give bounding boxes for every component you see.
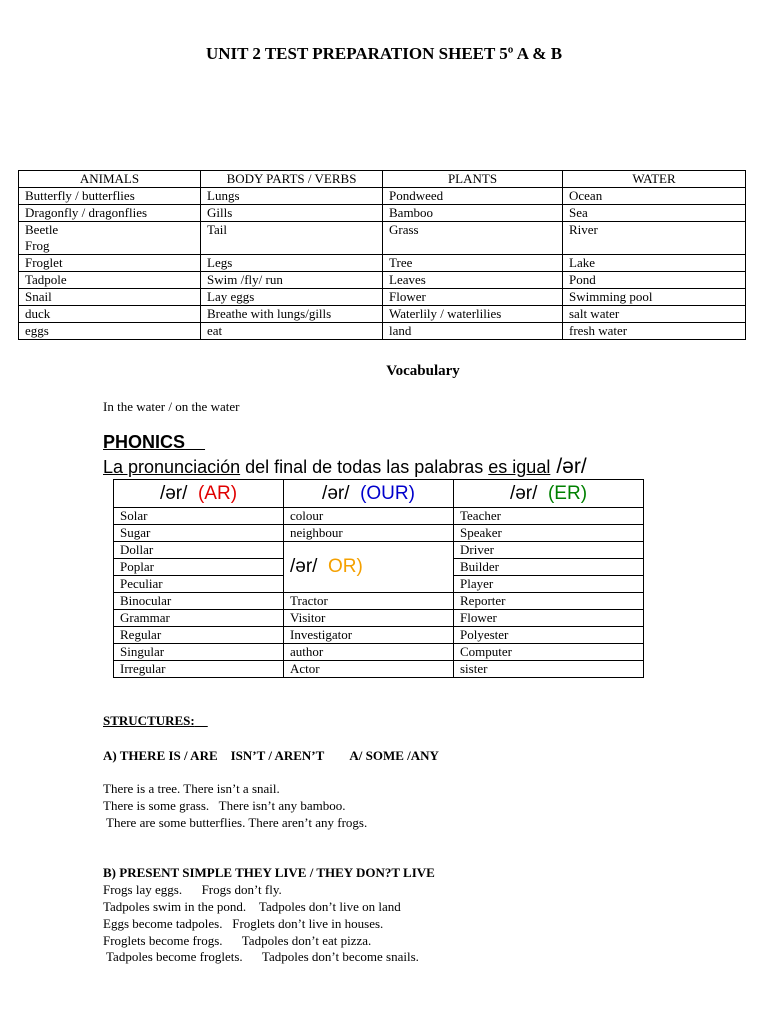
table-row	[19, 222, 746, 255]
er-label: (ER)	[547, 483, 588, 504]
ar-word-cell: Regular	[114, 627, 284, 644]
table-row	[19, 323, 746, 340]
vocab-cell: salt water	[563, 306, 746, 323]
ar-label: (AR)	[197, 483, 238, 504]
er-word-cell: sister	[454, 661, 644, 678]
er-word-cell: Driver	[454, 542, 644, 559]
section-a-line: There is some grass. There isn’t any bamboo.	[103, 798, 346, 813]
table-row	[19, 188, 746, 205]
table-row	[19, 306, 746, 323]
section-b-line: Eggs become tadpoles. Froglets don’t live in houses.	[103, 916, 384, 931]
section-b-line: Tadpoles swim in the pond. Tadpoles don’t live on land	[103, 899, 401, 914]
or-label-cell	[284, 542, 454, 593]
phonics-table	[113, 479, 644, 678]
structures-title	[103, 713, 208, 729]
vocab-cell: Swimming pool	[563, 289, 746, 306]
table-row	[114, 525, 644, 542]
ar-word-cell: Poplar	[114, 559, 284, 576]
section-b-line: Tadpoles become froglets. Tadpoles don’t become snails.	[103, 949, 419, 964]
table-row	[114, 508, 644, 525]
or-word-cell: Tractor	[284, 593, 454, 610]
table-row	[19, 289, 746, 306]
vocab-cell: Gills	[201, 205, 383, 222]
vocab-cell: fresh water	[563, 323, 746, 340]
vocab-cell: Swim /fly/ run	[201, 272, 383, 289]
vocab-cell: Butterfly / butterflies	[19, 188, 201, 205]
vocab-cell: eggs	[19, 323, 201, 340]
er-word-cell: Reporter	[454, 593, 644, 610]
table-row	[19, 205, 746, 222]
er-word-cell: Teacher	[454, 508, 644, 525]
table-row	[114, 610, 644, 627]
ar-word-cell: Grammar	[114, 610, 284, 627]
vocab-cell: Lay eggs	[201, 289, 383, 306]
vocab-cell: Tadpole	[19, 272, 201, 289]
table-row	[114, 661, 644, 678]
ar-word-cell: Singular	[114, 644, 284, 661]
vocab-column-header: PLANTS	[383, 171, 563, 188]
vocab-cell: Beetle Frog	[19, 222, 201, 255]
structures-title-text: STRUCTURES:	[103, 713, 195, 728]
vocabulary-heading: Vocabulary	[386, 363, 460, 379]
vocabulary-table-header	[19, 171, 746, 188]
or-ipa: /ər/	[290, 556, 318, 577]
vocab-cell: Breathe with lungs/gills	[201, 306, 383, 323]
our-word-cell: neighbour	[284, 525, 454, 542]
vocab-cell: Dragonfly / dragonflies	[19, 205, 201, 222]
table-row	[19, 272, 746, 289]
vocabulary-table	[18, 170, 746, 340]
or-word-cell: Actor	[284, 661, 454, 678]
ar-ipa: /ər/	[159, 483, 188, 504]
vocab-cell: Tree	[383, 255, 563, 272]
section-b-line: Froglets become frogs. Tadpoles don’t eat pizza.	[103, 933, 372, 948]
er-word-cell: Polyester	[454, 627, 644, 644]
section-a-line: There is a tree. There isn’t a snail.	[103, 781, 280, 796]
phonics-title	[103, 432, 205, 453]
vocab-cell: duck	[19, 306, 201, 323]
er-word-cell: Speaker	[454, 525, 644, 542]
vocab-cell: Snail	[19, 289, 201, 306]
er-word-cell: Player	[454, 576, 644, 593]
or-word-cell: author	[284, 644, 454, 661]
er-word-cell: Computer	[454, 644, 644, 661]
our-label: (OUR)	[360, 483, 415, 504]
ar-word-cell: Sugar	[114, 525, 284, 542]
table-row	[114, 542, 644, 559]
table-row	[114, 644, 644, 661]
phonics-intro-part3: es igual	[488, 457, 551, 477]
our-word-cell: colour	[284, 508, 454, 525]
vocab-column-header: WATER	[563, 171, 746, 188]
ar-column-header	[114, 480, 284, 508]
or-word-cell: Investigator	[284, 627, 454, 644]
section-b-title: B) PRESENT SIMPLE THEY LIVE / THEY DON?T LIVE	[103, 865, 435, 880]
vocab-cell: Froglet	[19, 255, 201, 272]
vocab-column-header: ANIMALS	[19, 171, 201, 188]
vocab-cell: Sea	[563, 205, 746, 222]
vocab-cell: Pondweed	[383, 188, 563, 205]
table-row	[114, 593, 644, 610]
vocab-cell: Tail	[201, 222, 383, 255]
or-label: OR)	[328, 556, 363, 577]
section-b-line: Frogs lay eggs. Frogs don’t fly.	[103, 882, 282, 897]
er-ipa: /ər/	[509, 483, 538, 504]
vocab-cell: Leaves	[383, 272, 563, 289]
vocab-cell: Ocean	[563, 188, 746, 205]
vocab-cell: Pond	[563, 272, 746, 289]
our-column-header	[284, 480, 454, 508]
er-word-cell: Builder	[454, 559, 644, 576]
vocab-cell: land	[383, 323, 563, 340]
our-ipa: /ər/	[322, 483, 350, 504]
ar-word-cell: Solar	[114, 508, 284, 525]
ar-word-cell: Irregular	[114, 661, 284, 678]
er-column-header	[454, 480, 644, 508]
ar-word-cell: Dollar	[114, 542, 284, 559]
water-phrase: In the water / on the water	[103, 399, 240, 414]
vocab-cell: Lungs	[201, 188, 383, 205]
phonics-intro-part2: del final de todas las palabras	[240, 457, 489, 477]
vocab-cell: Flower	[383, 289, 563, 306]
table-row	[19, 255, 746, 272]
vocab-cell: Legs	[201, 255, 383, 272]
phonics-title-text: PHONICS	[103, 432, 186, 452]
page-title: UNIT 2 TEST PREPARATION SHEET 5º A & B	[205, 44, 563, 63]
ar-word-cell: Binocular	[114, 593, 284, 610]
table-row	[114, 627, 644, 644]
or-word-cell: Visitor	[284, 610, 454, 627]
vocab-cell: Grass	[383, 222, 563, 255]
vocab-cell: Waterlily / waterlilies	[383, 306, 563, 323]
phonics-intro-ipa: /ər/	[556, 455, 587, 478]
vocab-cell: Lake	[563, 255, 746, 272]
phonics-intro	[103, 455, 587, 479]
vocab-cell: eat	[201, 323, 383, 340]
vocab-cell: River	[563, 222, 746, 255]
phonics-intro-part1: La pronunciación	[103, 457, 241, 477]
vocab-column-header: BODY PARTS / VERBS	[201, 171, 383, 188]
ar-word-cell: Peculiar	[114, 576, 284, 593]
section-a-title: A) THERE IS / ARE ISN’T / AREN’T A/ SOME /ANY	[103, 748, 439, 763]
section-a-line: There are some butterflies. There aren’t any frogs.	[103, 815, 368, 830]
vocab-cell: Bamboo	[383, 205, 563, 222]
er-word-cell: Flower	[454, 610, 644, 627]
